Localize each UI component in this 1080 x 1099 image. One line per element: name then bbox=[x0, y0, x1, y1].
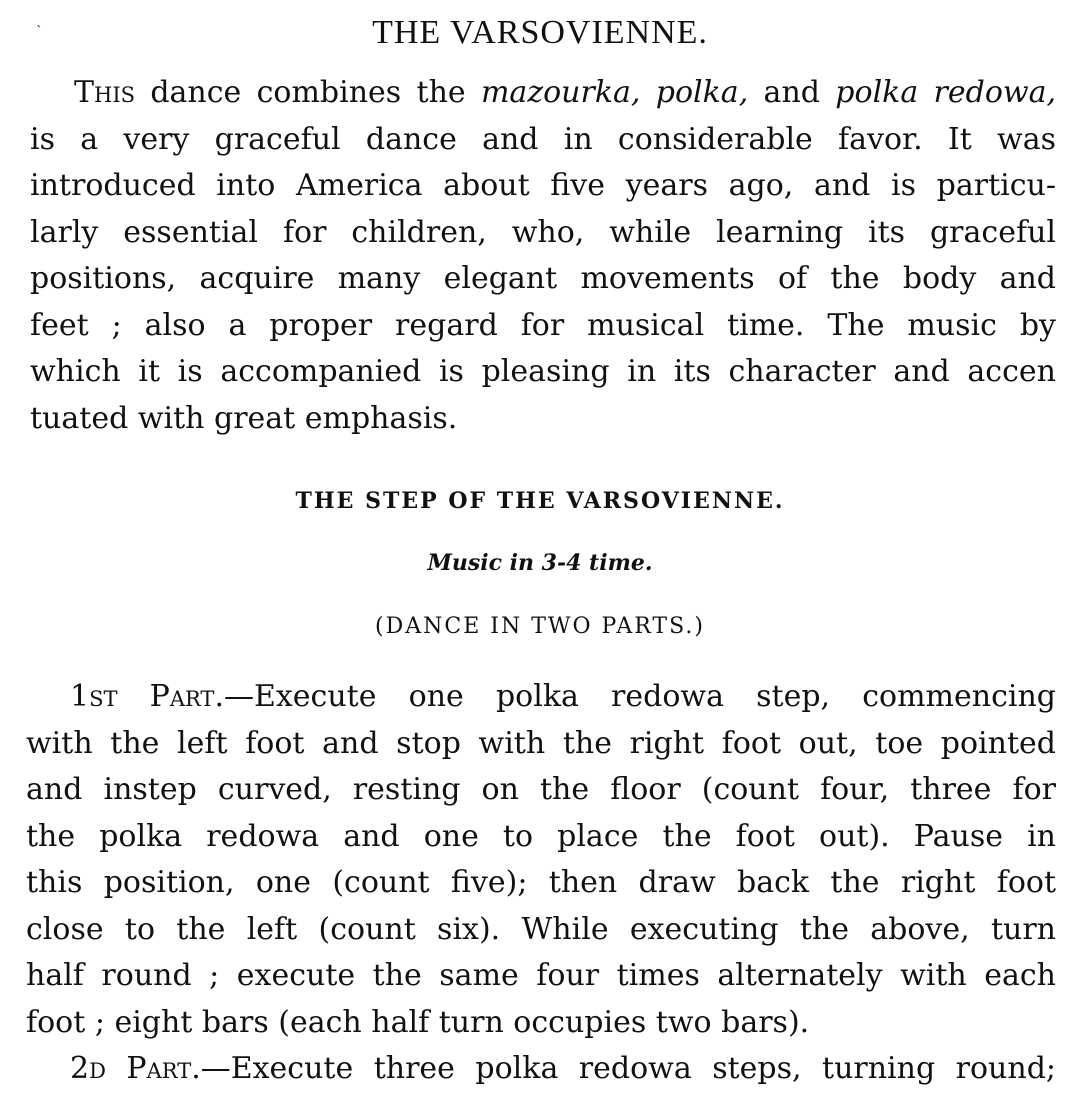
part2-paragraph bbox=[26, 1046, 1056, 1093]
intro-smallcaps-word: This bbox=[74, 75, 136, 110]
part1-line-8: foot ; eight bars (each half turn occupies two bars). bbox=[26, 1004, 810, 1040]
intro-italic-dances: mazourka, polka, bbox=[480, 75, 749, 110]
part2-label: 2d Part. bbox=[70, 1051, 201, 1086]
part1-line-1 bbox=[26, 674, 1056, 721]
part2-line-1 bbox=[26, 1046, 1056, 1093]
intro-line-7: which it is accompanied is pleasing in its character and accen bbox=[30, 354, 1056, 389]
intro-line-6: feet ; also a proper regard for musical time. The music by bbox=[30, 307, 1056, 343]
stray-mark: ` bbox=[36, 24, 43, 40]
intro-line-2: is a very graceful dance and in considerable favor. It was bbox=[30, 121, 1056, 157]
page-title: THE VARSOVIENNE. bbox=[372, 14, 708, 51]
part1-line-5: this position, one (count five); then draw back the right foot bbox=[26, 865, 1056, 900]
part1-line-6: close to the left (count six). While executing the above, turn bbox=[26, 911, 1056, 947]
intro-italic-redowa: polka redowa, bbox=[835, 75, 1057, 110]
music-note: Music in 3-4 time. bbox=[427, 550, 653, 576]
intro-line-3: introduced into America about five years ago, and is particu- bbox=[30, 168, 1056, 203]
intro-line-4: larly essential for children, who, while learning its graceful bbox=[30, 214, 1056, 250]
part1-paragraph bbox=[26, 674, 1056, 1046]
intro-line-1 bbox=[30, 70, 1056, 117]
intro-text: and bbox=[748, 75, 836, 110]
intro-line-5: positions, acquire many elegant movements of the body and bbox=[30, 261, 1056, 296]
part1-line-2: with the left foot and stop with the right foot out, toe pointed bbox=[26, 725, 1056, 761]
intro-text: dance combines the bbox=[135, 75, 481, 110]
part1-line-3: and instep curved, resting on the floor (count four, three for bbox=[26, 772, 1056, 807]
part2-text: —Execute three polka redowa steps, turning round; bbox=[200, 1051, 1056, 1086]
part1-label: 1st Part. bbox=[70, 679, 224, 714]
intro-line-8: tuated with great emphasis. bbox=[30, 400, 458, 436]
step-heading: THE STEP OF THE VARSOVIENNE. bbox=[295, 488, 785, 514]
part1-line-4: the polka redowa and one to place the foot out). Pause in bbox=[26, 818, 1056, 854]
parts-note: (DANCE IN TWO PARTS.) bbox=[375, 614, 705, 639]
part1-text: —Execute one polka redowa step, commencing bbox=[223, 679, 1056, 714]
intro-paragraph bbox=[30, 70, 1056, 442]
part1-line-7: half round ; execute the same four times alternately with each bbox=[26, 958, 1056, 993]
